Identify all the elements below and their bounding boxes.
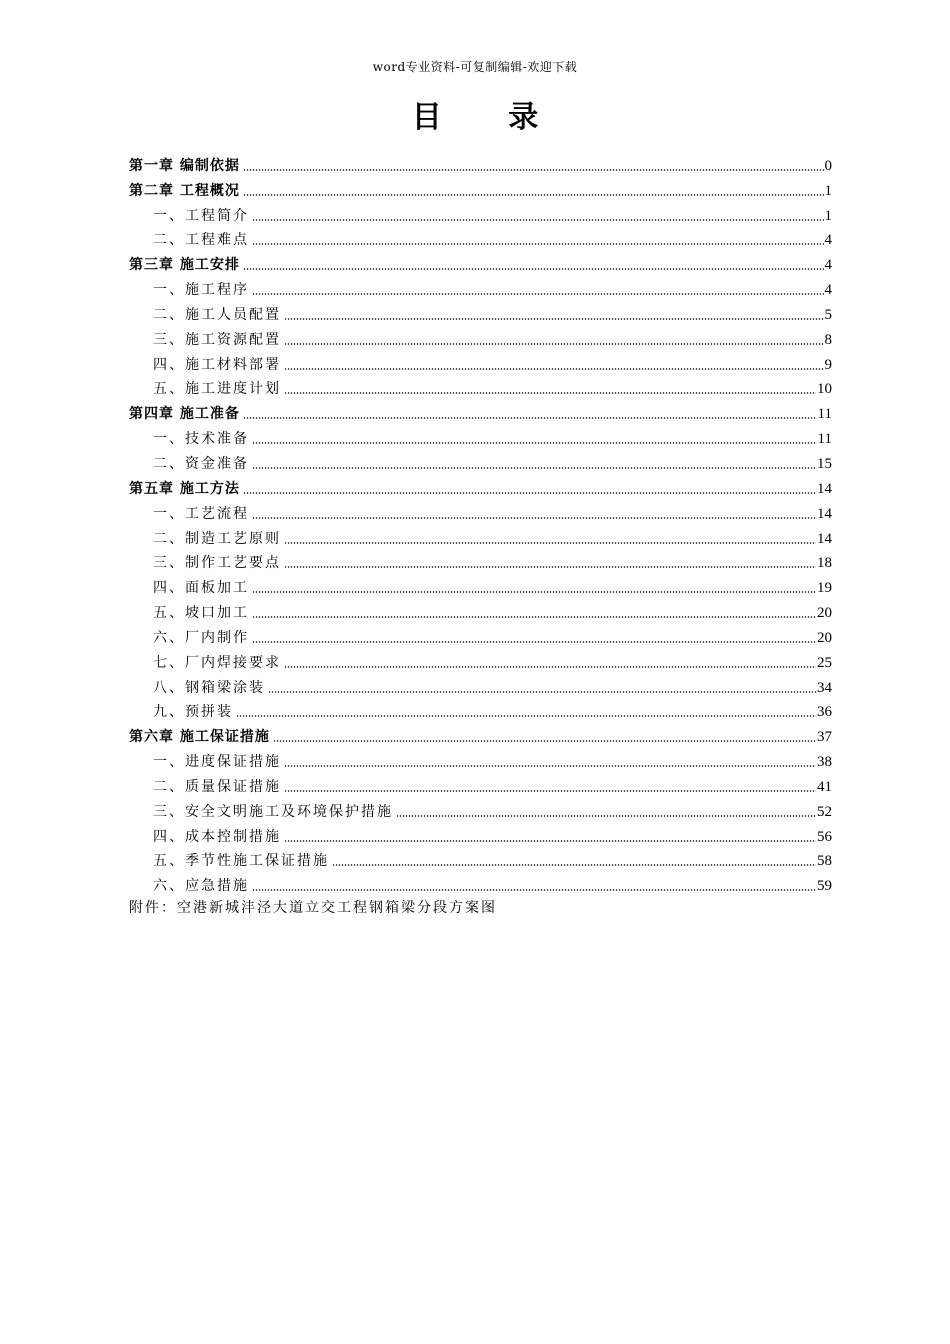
toc-entry-label: 第六章 施工保证措施 (129, 729, 270, 746)
toc-section-entry[interactable] (129, 672, 832, 697)
toc-chapter-entry[interactable] (129, 398, 832, 423)
toc-section-entry[interactable] (129, 647, 832, 672)
toc-entry-page-number: 36 (817, 704, 832, 721)
toc-entry-page-number: 18 (817, 555, 832, 572)
toc-entry-page-number: 1 (824, 207, 832, 224)
toc-section-entry[interactable] (129, 746, 832, 771)
toc-entry-label: 九、预拼装 (153, 704, 233, 721)
toc-entry-label: 一、施工程序 (153, 282, 249, 299)
toc-entry-label: 二、制造工艺原则 (153, 530, 281, 547)
toc-entry-page-number: 9 (824, 356, 832, 373)
toc-section-entry[interactable] (129, 597, 832, 622)
toc-section-entry[interactable] (129, 448, 832, 473)
dot-leader (284, 542, 816, 544)
dot-leader (252, 889, 816, 891)
toc-section-entry[interactable] (129, 821, 832, 846)
toc-entry-page-number: 1 (824, 182, 832, 199)
toc-section-entry[interactable] (129, 846, 832, 871)
toc-entry-page-number: 25 (817, 654, 832, 671)
toc-entry-page-number: 58 (817, 853, 832, 870)
toc-entry-label: 六、应急措施 (153, 878, 249, 895)
toc-entry-label: 四、成本控制措施 (153, 828, 281, 845)
toc-entry-page-number: 10 (817, 381, 832, 398)
toc-entry-label: 二、质量保证措施 (153, 778, 281, 795)
dot-leader (273, 740, 816, 742)
toc-entry-page-number: 52 (817, 803, 832, 820)
dot-leader (284, 840, 816, 842)
dot-leader (252, 442, 817, 444)
toc-entry-label: 一、工艺流程 (153, 505, 249, 522)
toc-entry-page-number: 5 (824, 306, 832, 323)
toc-section-entry[interactable] (129, 324, 832, 349)
toc-chapter-entry[interactable] (129, 249, 832, 274)
dot-leader (252, 517, 816, 519)
toc-entry-label: 三、安全文明施工及环境保护措施 (153, 803, 393, 820)
table-of-contents (129, 150, 832, 895)
toc-chapter-entry[interactable] (129, 473, 832, 498)
dot-leader (252, 293, 824, 295)
toc-section-entry[interactable] (129, 349, 832, 374)
dot-leader (284, 790, 816, 792)
dot-leader (252, 616, 816, 618)
dot-leader (396, 815, 816, 817)
dot-leader (243, 169, 824, 171)
toc-section-entry[interactable] (129, 200, 832, 225)
toc-section-entry[interactable] (129, 374, 832, 399)
toc-entry-label: 八、钢箱梁涂装 (153, 679, 265, 696)
toc-entry-label: 第一章 编制依据 (129, 157, 240, 174)
toc-section-entry[interactable] (129, 423, 832, 448)
toc-entry-label: 二、工程难点 (153, 232, 249, 249)
toc-entry-label: 第四章 施工准备 (129, 406, 240, 423)
toc-entry-label: 六、厂内制作 (153, 629, 249, 646)
dot-leader (284, 566, 816, 568)
dot-leader (252, 591, 816, 593)
dot-leader (243, 492, 816, 494)
toc-section-entry[interactable] (129, 572, 832, 597)
dot-leader (284, 666, 816, 668)
toc-entry-page-number: 14 (817, 480, 832, 497)
dot-leader (332, 864, 816, 866)
toc-entry-page-number: 15 (817, 455, 832, 472)
toc-entry-label: 一、工程简介 (153, 207, 249, 224)
toc-section-entry[interactable] (129, 274, 832, 299)
toc-entry-label: 第五章 施工方法 (129, 480, 240, 497)
toc-section-entry[interactable] (129, 771, 832, 796)
toc-entry-page-number: 38 (817, 754, 832, 771)
toc-section-entry[interactable] (129, 299, 832, 324)
toc-entry-label: 二、施工人员配置 (153, 306, 281, 323)
toc-section-entry[interactable] (129, 498, 832, 523)
toc-entry-page-number: 41 (817, 778, 832, 795)
toc-section-entry[interactable] (129, 225, 832, 250)
toc-section-entry[interactable] (129, 523, 832, 548)
appendix-note: 附件：空港新城沣泾大道立交工程钢箱梁分段方案图 (129, 900, 497, 916)
dot-leader (243, 417, 817, 419)
toc-entry-page-number: 19 (817, 580, 832, 597)
dot-leader (284, 343, 824, 345)
toc-entry-page-number: 4 (824, 232, 832, 249)
toc-entry-label: 第三章 施工安排 (129, 257, 240, 274)
toc-entry-label: 一、进度保证措施 (153, 754, 281, 771)
toc-section-entry[interactable] (129, 622, 832, 647)
toc-section-entry[interactable] (129, 548, 832, 573)
dot-leader (284, 392, 816, 394)
toc-entry-page-number: 11 (817, 431, 832, 448)
dot-leader (284, 318, 824, 320)
toc-entry-page-number: 56 (817, 828, 832, 845)
dot-leader (252, 641, 816, 643)
header-note: word专业资料-可复制编辑-欢迎下载 (372, 60, 578, 74)
toc-chapter-entry[interactable] (129, 175, 832, 200)
toc-entry-label: 三、施工资源配置 (153, 331, 281, 348)
dot-leader (252, 243, 824, 245)
toc-entry-label: 第二章 工程概况 (129, 182, 240, 199)
toc-entry-page-number: 8 (824, 331, 832, 348)
toc-section-entry[interactable] (129, 796, 832, 821)
dot-leader (243, 194, 824, 196)
toc-entry-page-number: 37 (817, 729, 832, 746)
toc-entry-label: 五、坡口加工 (153, 605, 249, 622)
toc-entry-label: 七、厂内焊接要求 (153, 654, 281, 671)
toc-entry-label: 五、季节性施工保证措施 (153, 853, 329, 870)
toc-section-entry[interactable] (129, 870, 832, 895)
toc-entry-label: 二、资金准备 (153, 455, 249, 472)
toc-entry-label: 三、制作工艺要点 (153, 555, 281, 572)
toc-entry-label: 五、施工进度计划 (153, 381, 281, 398)
toc-entry-page-number: 0 (824, 157, 832, 174)
toc-section-entry[interactable] (129, 697, 832, 722)
toc-chapter-entry[interactable] (129, 721, 832, 746)
dot-leader (252, 219, 824, 221)
toc-entry-page-number: 14 (817, 530, 832, 547)
page-title: 目 录 (411, 100, 567, 135)
toc-entry-label: 一、技术准备 (153, 431, 249, 448)
toc-entry-page-number: 4 (824, 282, 832, 299)
toc-entry-page-number: 14 (817, 505, 832, 522)
toc-chapter-entry[interactable] (129, 150, 832, 175)
toc-entry-label: 四、施工材料部署 (153, 356, 281, 373)
toc-entry-page-number: 20 (817, 605, 832, 622)
dot-leader (284, 765, 816, 767)
toc-entry-page-number: 11 (817, 406, 832, 423)
dot-leader (284, 368, 824, 370)
dot-leader (268, 691, 816, 693)
toc-entry-label: 四、面板加工 (153, 580, 249, 597)
dot-leader (252, 467, 816, 469)
dot-leader (243, 268, 824, 270)
toc-entry-page-number: 59 (817, 878, 832, 895)
toc-entry-page-number: 34 (817, 679, 832, 696)
toc-entry-page-number: 20 (817, 629, 832, 646)
toc-entry-page-number: 4 (824, 257, 832, 274)
dot-leader (236, 715, 816, 717)
